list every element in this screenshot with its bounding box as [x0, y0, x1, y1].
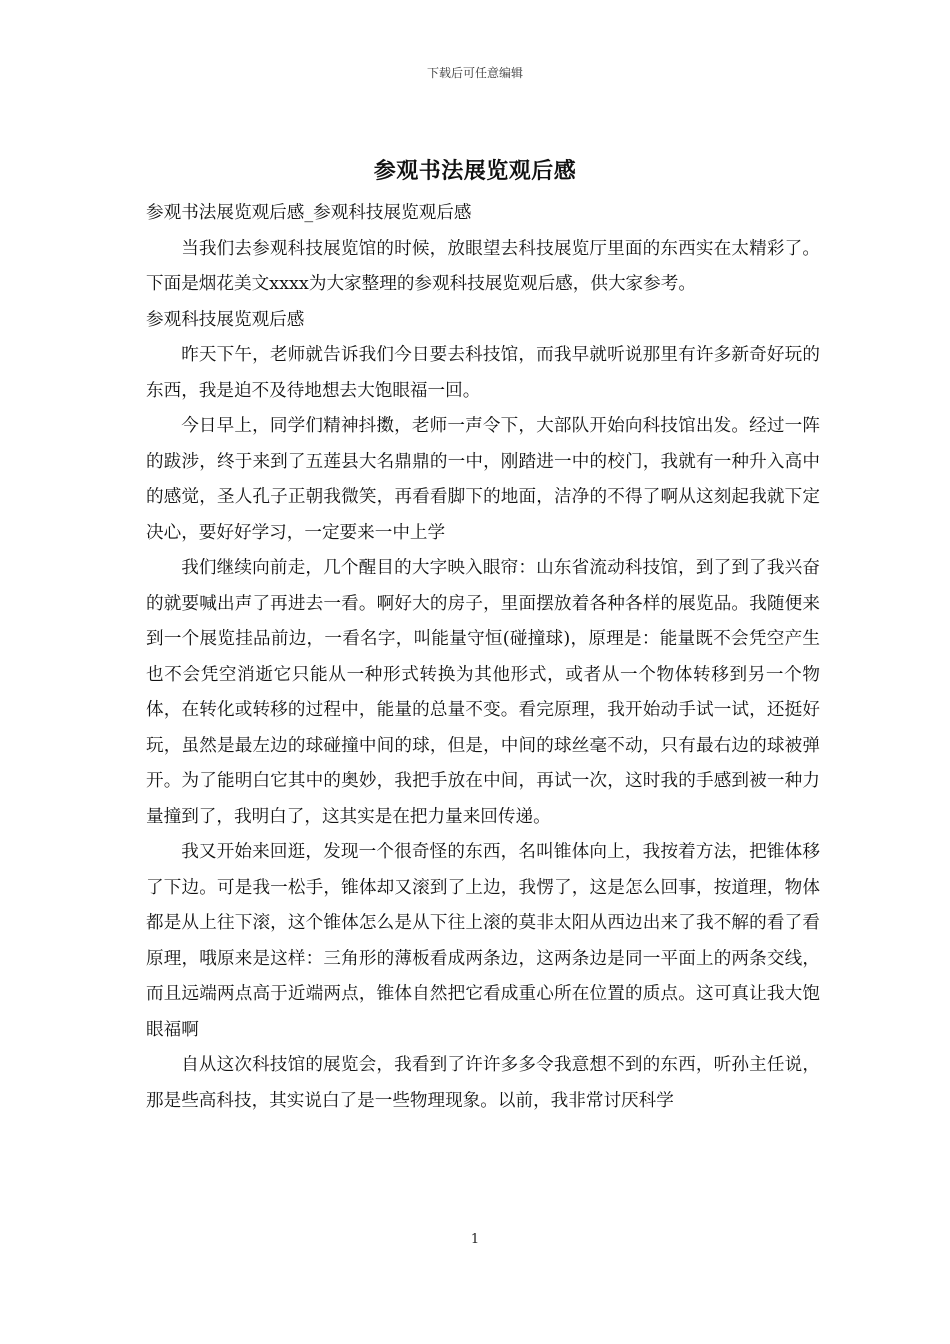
document-body — [146, 196, 820, 1119]
paragraph: 当我们去参观科技展览馆的时候，放眼望去科技展览厅里面的东西实在太精彩了。下面是烟花美文xxxx为大家整理的参观科技展览观后感，供大家参考。 — [146, 238, 820, 294]
paragraph-subtitle: 参观书法展览观后感_参观科技展览观后感 — [146, 203, 472, 223]
page-header: 下载后可任意编辑 — [426, 66, 523, 80]
paragraph: 我们继续向前走，几个醒目的大字映入眼帘：山东省流动科技馆，到了到了我兴奋的就要喊出声了再进去一看。啊好大的房子，里面摆放着各种各样的展览品。我随便来到一个展览挂品前边，一看名字，叫能量守恒(碰撞球)，原理是：能量既不会凭空产生也不会凭空消逝它只能从一种形式转换为其他形式，或者从一个物体转移到另一个物体，在转化或转移的过程中，能量的总量不变。看完原理，我开始动手试一试，还挺好玩，虽然是最左边的球碰撞中间的球，但是，中间的球丝毫不动，只有最右边的球被弹开。为了能明白它其中的奥妙，我把手放在中间，再试一次，这时我的手感到被一种力量撞到了，我明白了，这其实是在把力量来回传递。 — [146, 558, 820, 827]
paragraph: 今日早上，同学们精神抖擞，老师一声令下，大部队开始向科技馆出发。经过一阵的跋涉，终于来到了五莲县大名鼎鼎的一中，刚踏进一中的校门，我就有一种升入高中的感觉，圣人孔子正朝我微笑，再看看脚下的地面，洁净的不得了啊从这刻起我就下定决心，要好好学习，一定要来一中上学 — [146, 416, 820, 543]
paragraph-heading: 参观科技展览观后感 — [146, 309, 305, 330]
paragraph: 自从这次科技馆的展览会，我看到了许许多多令我意想不到的东西，听孙主任说，那是些高科技，其实说白了是一些物理现象。以前，我非常讨厌科学 — [146, 1055, 820, 1111]
document-title: 参观书法展览观后感 — [373, 158, 577, 184]
paragraph: 昨天下午，老师就告诉我们今日要去科技馆，而我早就听说那里有许多新奇好玩的东西，我是迫不及待地想去大饱眼福一回。 — [146, 345, 820, 401]
paragraph: 我又开始来回逛，发现一个很奇怪的东西，名叫锥体向上，我按着方法，把锥体移了下边。可是我一松手，锥体却又滚到了上边，我愣了，这是怎么回事，按道理，物体都是从上往下滚，这个锥体怎么是从下往上滚的莫非太阳从西边出来了我不解的看了看原理，哦原来是这样：三角形的薄板看成两条边，这两条边是同一平面上的两条交线，而且远端两点高于近端两点，锥体自然把它看成重心所在位置的质点。这可真让我大饱眼福啊 — [146, 842, 820, 1040]
page-number: 1 — [470, 1232, 480, 1247]
